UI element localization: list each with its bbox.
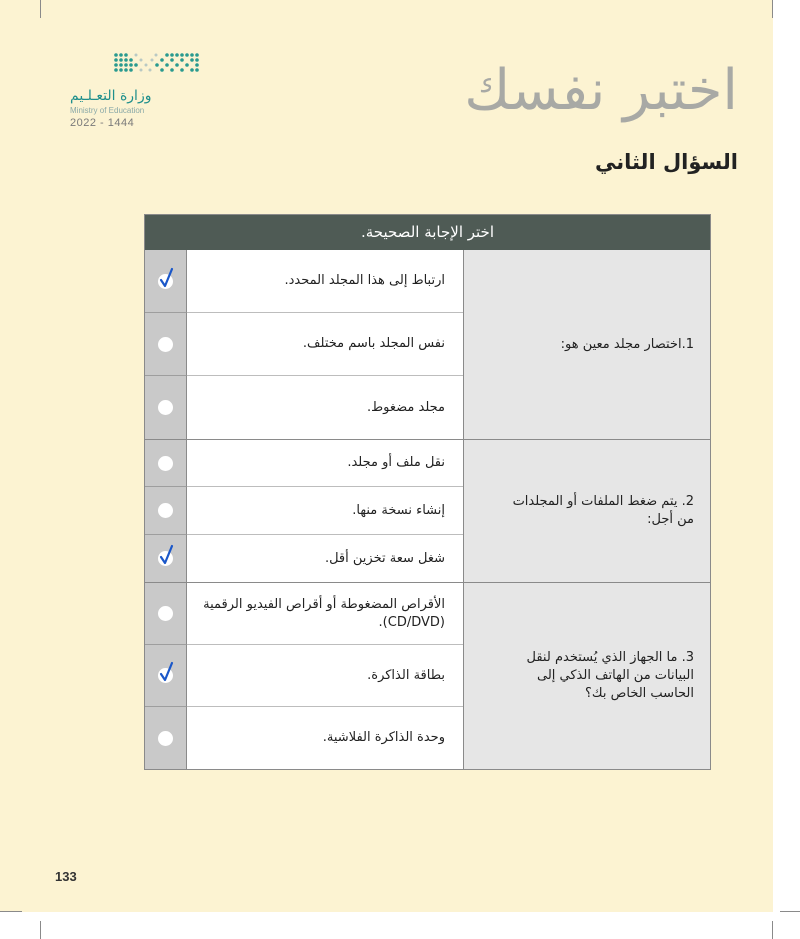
answer-marker-2-2[interactable] (145, 487, 187, 535)
radio-checked[interactable] (158, 551, 173, 566)
ministry-name-english: Ministry of Education (70, 106, 145, 115)
radio-unchecked[interactable] (158, 337, 173, 352)
option-2-2[interactable] (187, 487, 463, 535)
option-text: وحدة الذاكرة الفلاشية. (322, 730, 445, 745)
answer-marker-2-1[interactable] (145, 440, 187, 487)
question-text-1: 1.اختصار مجلد معين هو: (560, 336, 694, 352)
option-2-1[interactable] (187, 440, 463, 487)
ministry-name-arabic: وزارة التعـلـيم (70, 88, 152, 104)
page-title: اختبر نفسك (464, 58, 738, 123)
answer-marker-3-2[interactable] (145, 645, 187, 707)
option-text: إنشاء نسخة منها. (352, 502, 445, 518)
option-text: نقل ملف أو مجلد. (347, 455, 445, 470)
answer-marker-3-1[interactable] (145, 583, 187, 645)
option-1-3[interactable] (187, 376, 463, 439)
option-text: شغل سعة تخزين أقل. (324, 550, 445, 566)
section-title: السؤال الثاني (594, 150, 738, 174)
ministry-year: 2022 - 1444 (70, 117, 135, 129)
answer-marker-1-1[interactable] (145, 250, 187, 313)
crop-mark (772, 921, 773, 939)
answer-marker-1-2[interactable] (145, 313, 187, 376)
answer-marker-1-3[interactable] (145, 376, 187, 439)
option-3-3[interactable] (187, 707, 463, 769)
answer-marker-2-3[interactable] (145, 535, 187, 582)
radio-checked[interactable] (158, 274, 173, 289)
option-3-1[interactable] (187, 583, 463, 645)
crop-mark (0, 911, 22, 912)
option-text: ارتباط إلى هذا المجلد المحدد. (284, 273, 445, 288)
radio-unchecked[interactable] (158, 503, 173, 518)
option-3-2[interactable] (187, 645, 463, 707)
option-text: الأقراص المضغوطة أو أقراص الفيديو الرقمية (CD/DVD). (203, 596, 445, 630)
option-text: نفس المجلد باسم مختلف. (302, 336, 445, 351)
quiz-table (144, 214, 711, 770)
radio-unchecked[interactable] (158, 400, 173, 415)
table-header: اختر الإجابة الصحيحة. (145, 215, 710, 250)
page-number: 133 (55, 869, 77, 884)
question-cell-3 (463, 583, 710, 769)
check-mark-icon (156, 266, 176, 290)
option-1-1[interactable] (187, 250, 463, 313)
option-text: بطاقة الذاكرة. (367, 667, 445, 683)
check-mark-icon (156, 543, 176, 567)
question-cell-2 (463, 440, 710, 582)
question-text-3: 3. ما الجهاز الذي يُستخدم لنقل البيانات من الهاتف الذكي إلى الحاسب الخاص بك؟ (526, 650, 694, 701)
crop-mark (772, 0, 773, 18)
option-text: مجلد مضغوط. (367, 399, 445, 415)
radio-unchecked[interactable] (158, 606, 173, 621)
crop-mark (40, 0, 41, 18)
question-cell-1 (463, 250, 710, 439)
question-text-2: 2. يتم ضغط الملفات أو المجلدات من أجل: (512, 494, 694, 527)
option-1-2[interactable] (187, 313, 463, 376)
option-2-3[interactable] (187, 535, 463, 582)
radio-unchecked[interactable] (158, 731, 173, 746)
crop-mark (780, 911, 800, 912)
radio-unchecked[interactable] (158, 456, 173, 471)
answer-marker-3-3[interactable] (145, 707, 187, 769)
radio-checked[interactable] (158, 668, 173, 683)
crop-mark (40, 921, 41, 939)
check-mark-icon (156, 660, 176, 684)
